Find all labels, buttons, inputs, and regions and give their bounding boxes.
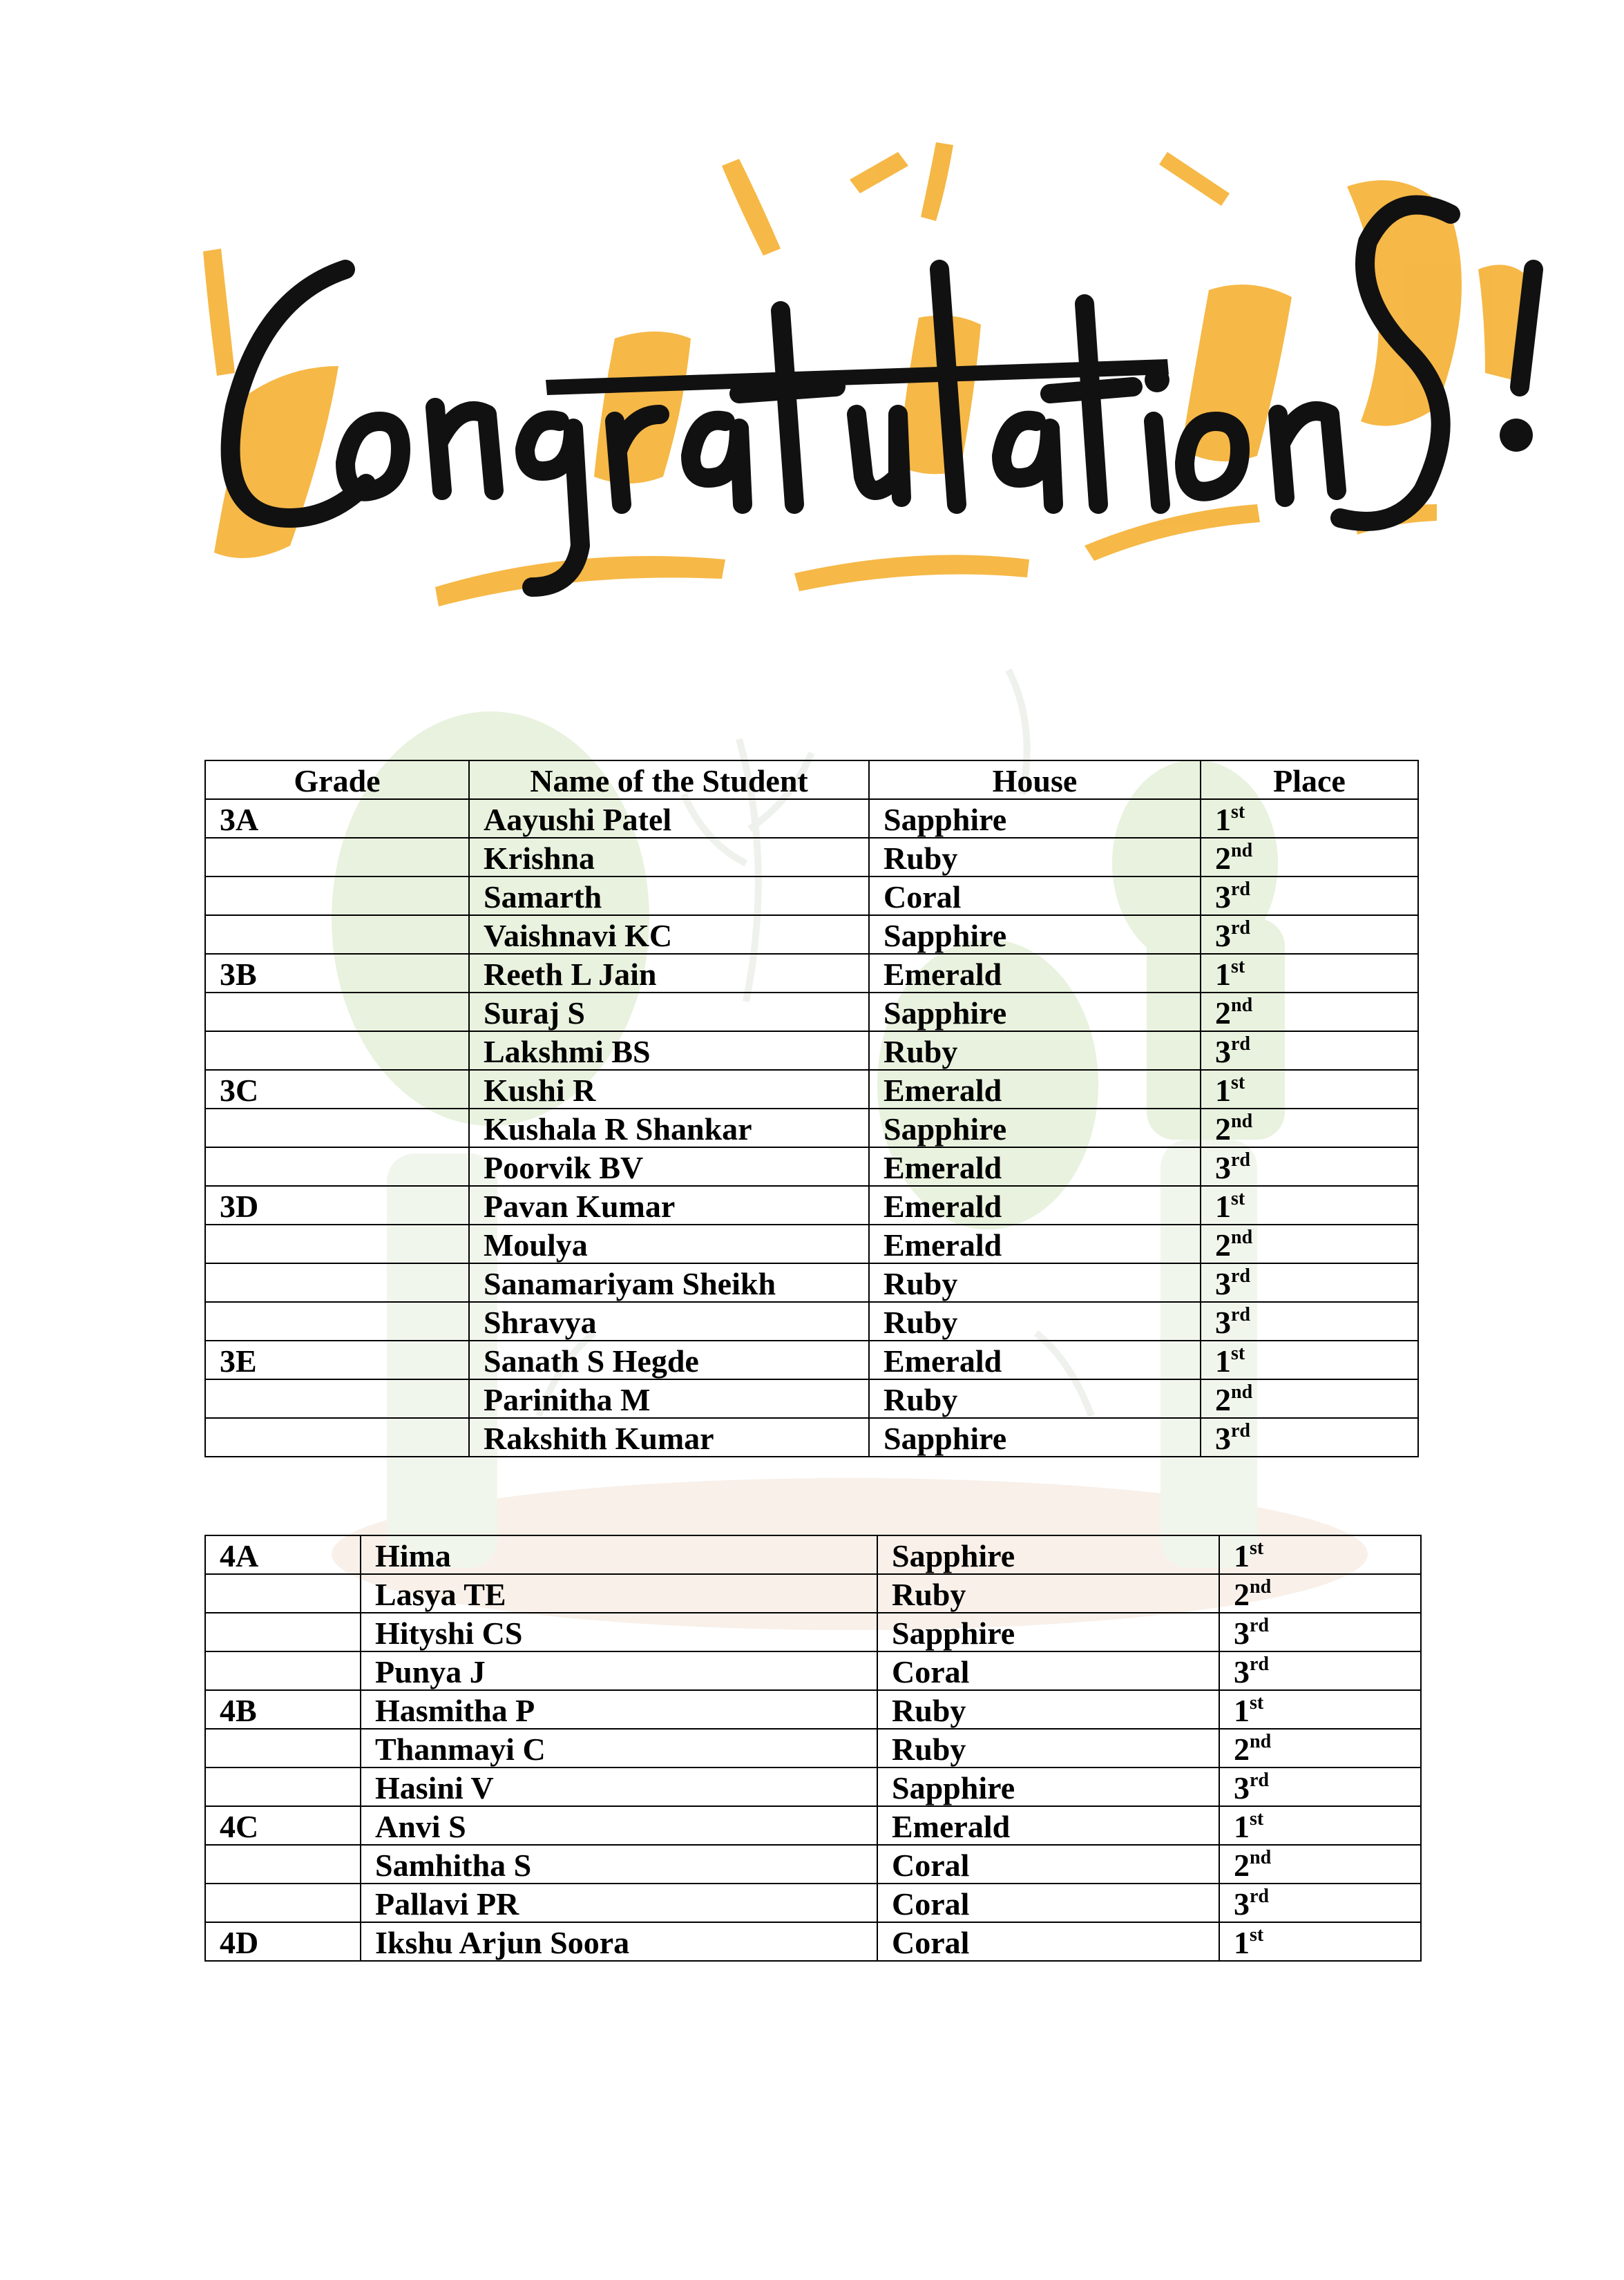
table-row — [205, 1418, 1418, 1457]
grade-cell: 3B — [205, 954, 469, 993]
place-number: 1 — [1234, 1925, 1250, 1960]
place-cell — [1201, 954, 1418, 993]
place-cell — [1201, 838, 1418, 876]
grade-cell — [205, 1884, 361, 1922]
table-row — [205, 1379, 1418, 1418]
house-cell: Ruby — [869, 1302, 1201, 1341]
table-row — [205, 954, 1418, 993]
place-cell — [1219, 1690, 1421, 1729]
grade-3-results-table — [204, 760, 1419, 1457]
student-name-cell: Samhitha S — [361, 1845, 877, 1884]
table-row — [205, 915, 1418, 954]
student-name-cell: Reeth L Jain — [469, 954, 869, 993]
place-suffix: st — [1250, 1924, 1264, 1946]
house-cell: Ruby — [869, 1263, 1201, 1302]
house-cell: Emerald — [869, 1070, 1201, 1109]
house-cell: Ruby — [877, 1729, 1219, 1768]
student-name-cell: Kushala R Shankar — [469, 1109, 869, 1147]
place-number: 3 — [1215, 1421, 1231, 1456]
grade-cell — [205, 1147, 469, 1186]
grade-cell — [205, 1263, 469, 1302]
house-cell: Ruby — [869, 1379, 1201, 1418]
place-cell — [1201, 1225, 1418, 1263]
grade-cell — [205, 1109, 469, 1147]
place-suffix: nd — [1250, 1576, 1272, 1598]
grade-cell: 4D — [205, 1922, 361, 1961]
place-suffix: rd — [1231, 1265, 1250, 1287]
student-name-cell: Hityshi CS — [361, 1613, 877, 1651]
place-number: 1 — [1215, 957, 1231, 992]
place-number: 3 — [1215, 1266, 1231, 1301]
place-cell — [1201, 993, 1418, 1031]
place-cell — [1201, 1263, 1418, 1302]
place-cell — [1219, 1768, 1421, 1806]
place-suffix: rd — [1231, 1033, 1250, 1055]
table-row — [205, 1070, 1418, 1109]
place-cell — [1201, 915, 1418, 954]
house-cell: Coral — [869, 876, 1201, 915]
place-header: Place — [1201, 760, 1418, 799]
house-cell: Ruby — [877, 1690, 1219, 1729]
grade-cell — [205, 1768, 361, 1806]
place-number: 2 — [1215, 1382, 1231, 1417]
student-name-cell: Punya J — [361, 1651, 877, 1690]
place-suffix: st — [1231, 956, 1245, 977]
place-number: 2 — [1215, 1227, 1231, 1263]
student-name-cell: Sanamariyam Sheikh — [469, 1263, 869, 1302]
table-row — [205, 1729, 1421, 1768]
place-cell — [1219, 1806, 1421, 1845]
house-cell: Sapphire — [877, 1535, 1219, 1574]
table-row — [205, 1263, 1418, 1302]
place-suffix: nd — [1231, 840, 1253, 861]
house-cell: Emerald — [869, 1186, 1201, 1225]
place-suffix: rd — [1250, 1654, 1269, 1675]
grade-cell — [205, 1651, 361, 1690]
place-number: 3 — [1234, 1770, 1250, 1805]
student-name-cell: Parinitha M — [469, 1379, 869, 1418]
grade-3-table-body — [205, 799, 1418, 1457]
place-cell — [1201, 1302, 1418, 1341]
place-suffix: nd — [1231, 1111, 1253, 1132]
place-suffix: st — [1231, 1188, 1245, 1209]
place-number: 1 — [1215, 1189, 1231, 1224]
place-cell — [1201, 876, 1418, 915]
student-name-cell: Samarth — [469, 876, 869, 915]
table-row — [205, 993, 1418, 1031]
place-suffix: st — [1231, 801, 1245, 823]
house-cell: Emerald — [869, 1147, 1201, 1186]
place-number: 3 — [1234, 1616, 1250, 1651]
grade-cell: 4A — [205, 1535, 361, 1574]
place-number: 2 — [1215, 1111, 1231, 1147]
table-row — [205, 1225, 1418, 1263]
place-suffix: rd — [1250, 1770, 1269, 1791]
place-suffix: st — [1250, 1537, 1264, 1559]
place-cell — [1201, 1418, 1418, 1457]
table-row — [205, 1186, 1418, 1225]
grade-cell — [205, 1031, 469, 1070]
student-name-cell: Poorvik BV — [469, 1147, 869, 1186]
place-cell — [1201, 1109, 1418, 1147]
place-cell — [1201, 1147, 1418, 1186]
place-number: 1 — [1234, 1538, 1250, 1573]
grade-cell: 3E — [205, 1341, 469, 1379]
place-suffix: st — [1250, 1692, 1264, 1714]
place-number: 2 — [1234, 1848, 1250, 1883]
grade-cell — [205, 1225, 469, 1263]
place-number: 3 — [1234, 1654, 1250, 1689]
house-cell: Sapphire — [869, 993, 1201, 1031]
table-row — [205, 876, 1418, 915]
house-header: House — [869, 760, 1201, 799]
student-name-cell: Moulya — [469, 1225, 869, 1263]
place-suffix: rd — [1250, 1615, 1269, 1636]
place-cell — [1201, 1070, 1418, 1109]
student-name-cell: Krishna — [469, 838, 869, 876]
place-cell — [1201, 1379, 1418, 1418]
place-cell — [1219, 1884, 1421, 1922]
place-suffix: rd — [1231, 879, 1250, 900]
student-name-cell: Sanath S Hegde — [469, 1341, 869, 1379]
grade-cell — [205, 915, 469, 954]
house-cell: Sapphire — [877, 1768, 1219, 1806]
place-suffix: rd — [1231, 1420, 1250, 1441]
student-name-cell: Vaishnavi KC — [469, 915, 869, 954]
place-suffix: st — [1250, 1808, 1264, 1830]
place-suffix: nd — [1231, 995, 1253, 1016]
place-cell — [1201, 1341, 1418, 1379]
house-cell: Emerald — [869, 1341, 1201, 1379]
place-number: 2 — [1215, 995, 1231, 1031]
place-cell — [1219, 1535, 1421, 1574]
table-row — [205, 1922, 1421, 1961]
house-cell: Sapphire — [869, 1418, 1201, 1457]
place-suffix: st — [1231, 1343, 1245, 1364]
place-number: 1 — [1234, 1693, 1250, 1728]
student-name-cell: Lasya TE — [361, 1574, 877, 1613]
place-number: 3 — [1215, 1150, 1231, 1185]
house-cell: Ruby — [877, 1574, 1219, 1613]
place-suffix: rd — [1250, 1886, 1269, 1907]
house-cell: Sapphire — [869, 799, 1201, 838]
student-name-cell: Pallavi PR — [361, 1884, 877, 1922]
house-cell: Coral — [877, 1884, 1219, 1922]
house-cell: Ruby — [869, 838, 1201, 876]
name-header: Name of the Student — [469, 760, 869, 799]
house-cell: Sapphire — [869, 915, 1201, 954]
student-name-cell: Anvi S — [361, 1806, 877, 1845]
student-name-cell: Aayushi Patel — [469, 799, 869, 838]
grade-cell: 4B — [205, 1690, 361, 1729]
student-name-cell: Shravya — [469, 1302, 869, 1341]
house-cell: Emerald — [869, 954, 1201, 993]
place-cell — [1201, 1031, 1418, 1070]
table-row — [205, 1651, 1421, 1690]
place-suffix: st — [1231, 1072, 1245, 1093]
table-row — [205, 1341, 1418, 1379]
place-number: 3 — [1234, 1886, 1250, 1922]
place-cell — [1201, 1186, 1418, 1225]
student-name-cell: Ikshu Arjun Soora — [361, 1922, 877, 1961]
grade-cell: 3C — [205, 1070, 469, 1109]
house-cell: Emerald — [877, 1806, 1219, 1845]
table-row — [205, 1768, 1421, 1806]
student-name-cell: Pavan Kumar — [469, 1186, 869, 1225]
place-cell — [1219, 1845, 1421, 1884]
place-cell — [1201, 799, 1418, 838]
congratulations-banner — [173, 131, 1623, 670]
grade-cell — [205, 993, 469, 1031]
grade-cell — [205, 1574, 361, 1613]
table-row — [205, 838, 1418, 876]
table-row — [205, 1613, 1421, 1651]
grade-4-results-table — [204, 1535, 1422, 1962]
house-cell: Coral — [877, 1845, 1219, 1884]
house-cell: Coral — [877, 1651, 1219, 1690]
house-cell: Sapphire — [877, 1613, 1219, 1651]
place-suffix: nd — [1231, 1227, 1253, 1248]
place-number: 1 — [1215, 1073, 1231, 1108]
place-number: 3 — [1215, 1034, 1231, 1069]
place-number: 3 — [1215, 1305, 1231, 1340]
place-number: 1 — [1234, 1809, 1250, 1844]
place-suffix: nd — [1250, 1847, 1272, 1868]
student-name-cell: Hima — [361, 1535, 877, 1574]
student-name-cell: Thanmayi C — [361, 1729, 877, 1768]
grade-cell — [205, 1418, 469, 1457]
grade-header: Grade — [205, 760, 469, 799]
grade-cell: 3A — [205, 799, 469, 838]
student-name-cell: Hasmitha P — [361, 1690, 877, 1729]
house-cell: Ruby — [869, 1031, 1201, 1070]
house-cell: Sapphire — [869, 1109, 1201, 1147]
student-name-cell: Rakshith Kumar — [469, 1418, 869, 1457]
student-name-cell: Suraj S — [469, 993, 869, 1031]
grade-cell — [205, 838, 469, 876]
table-header-row — [205, 760, 1418, 799]
table-row — [205, 1109, 1418, 1147]
table-row — [205, 1884, 1421, 1922]
grade-cell — [205, 1379, 469, 1418]
place-number: 2 — [1234, 1732, 1250, 1767]
grade-cell — [205, 1302, 469, 1341]
table-row — [205, 1031, 1418, 1070]
grade-cell — [205, 1845, 361, 1884]
place-number: 3 — [1215, 879, 1231, 914]
grade-cell — [205, 876, 469, 915]
table-row — [205, 1806, 1421, 1845]
place-suffix: rd — [1231, 1149, 1250, 1171]
house-cell: Emerald — [869, 1225, 1201, 1263]
table-row — [205, 1147, 1418, 1186]
house-cell: Coral — [877, 1922, 1219, 1961]
place-cell — [1219, 1922, 1421, 1961]
place-cell — [1219, 1651, 1421, 1690]
grade-cell — [205, 1613, 361, 1651]
place-number: 2 — [1234, 1577, 1250, 1612]
place-cell — [1219, 1574, 1421, 1613]
grade-cell — [205, 1729, 361, 1768]
student-name-cell: Hasini V — [361, 1768, 877, 1806]
grade-cell: 4C — [205, 1806, 361, 1845]
place-suffix: nd — [1231, 1381, 1253, 1403]
place-number: 2 — [1215, 841, 1231, 876]
grade-4-table-body — [205, 1535, 1421, 1961]
student-name-cell: Kushi R — [469, 1070, 869, 1109]
place-cell — [1219, 1729, 1421, 1768]
place-cell — [1219, 1613, 1421, 1651]
place-suffix: nd — [1250, 1731, 1272, 1752]
table-row — [205, 1302, 1418, 1341]
grade-cell: 3D — [205, 1186, 469, 1225]
place-suffix: rd — [1231, 917, 1250, 939]
place-number: 3 — [1215, 918, 1231, 953]
table-row — [205, 1845, 1421, 1884]
place-number: 1 — [1215, 802, 1231, 837]
table-row — [205, 1690, 1421, 1729]
place-suffix: rd — [1231, 1304, 1250, 1325]
place-number: 1 — [1215, 1343, 1231, 1379]
table-row — [205, 1535, 1421, 1574]
table-row — [205, 799, 1418, 838]
student-name-cell: Lakshmi BS — [469, 1031, 869, 1070]
table-row — [205, 1574, 1421, 1613]
